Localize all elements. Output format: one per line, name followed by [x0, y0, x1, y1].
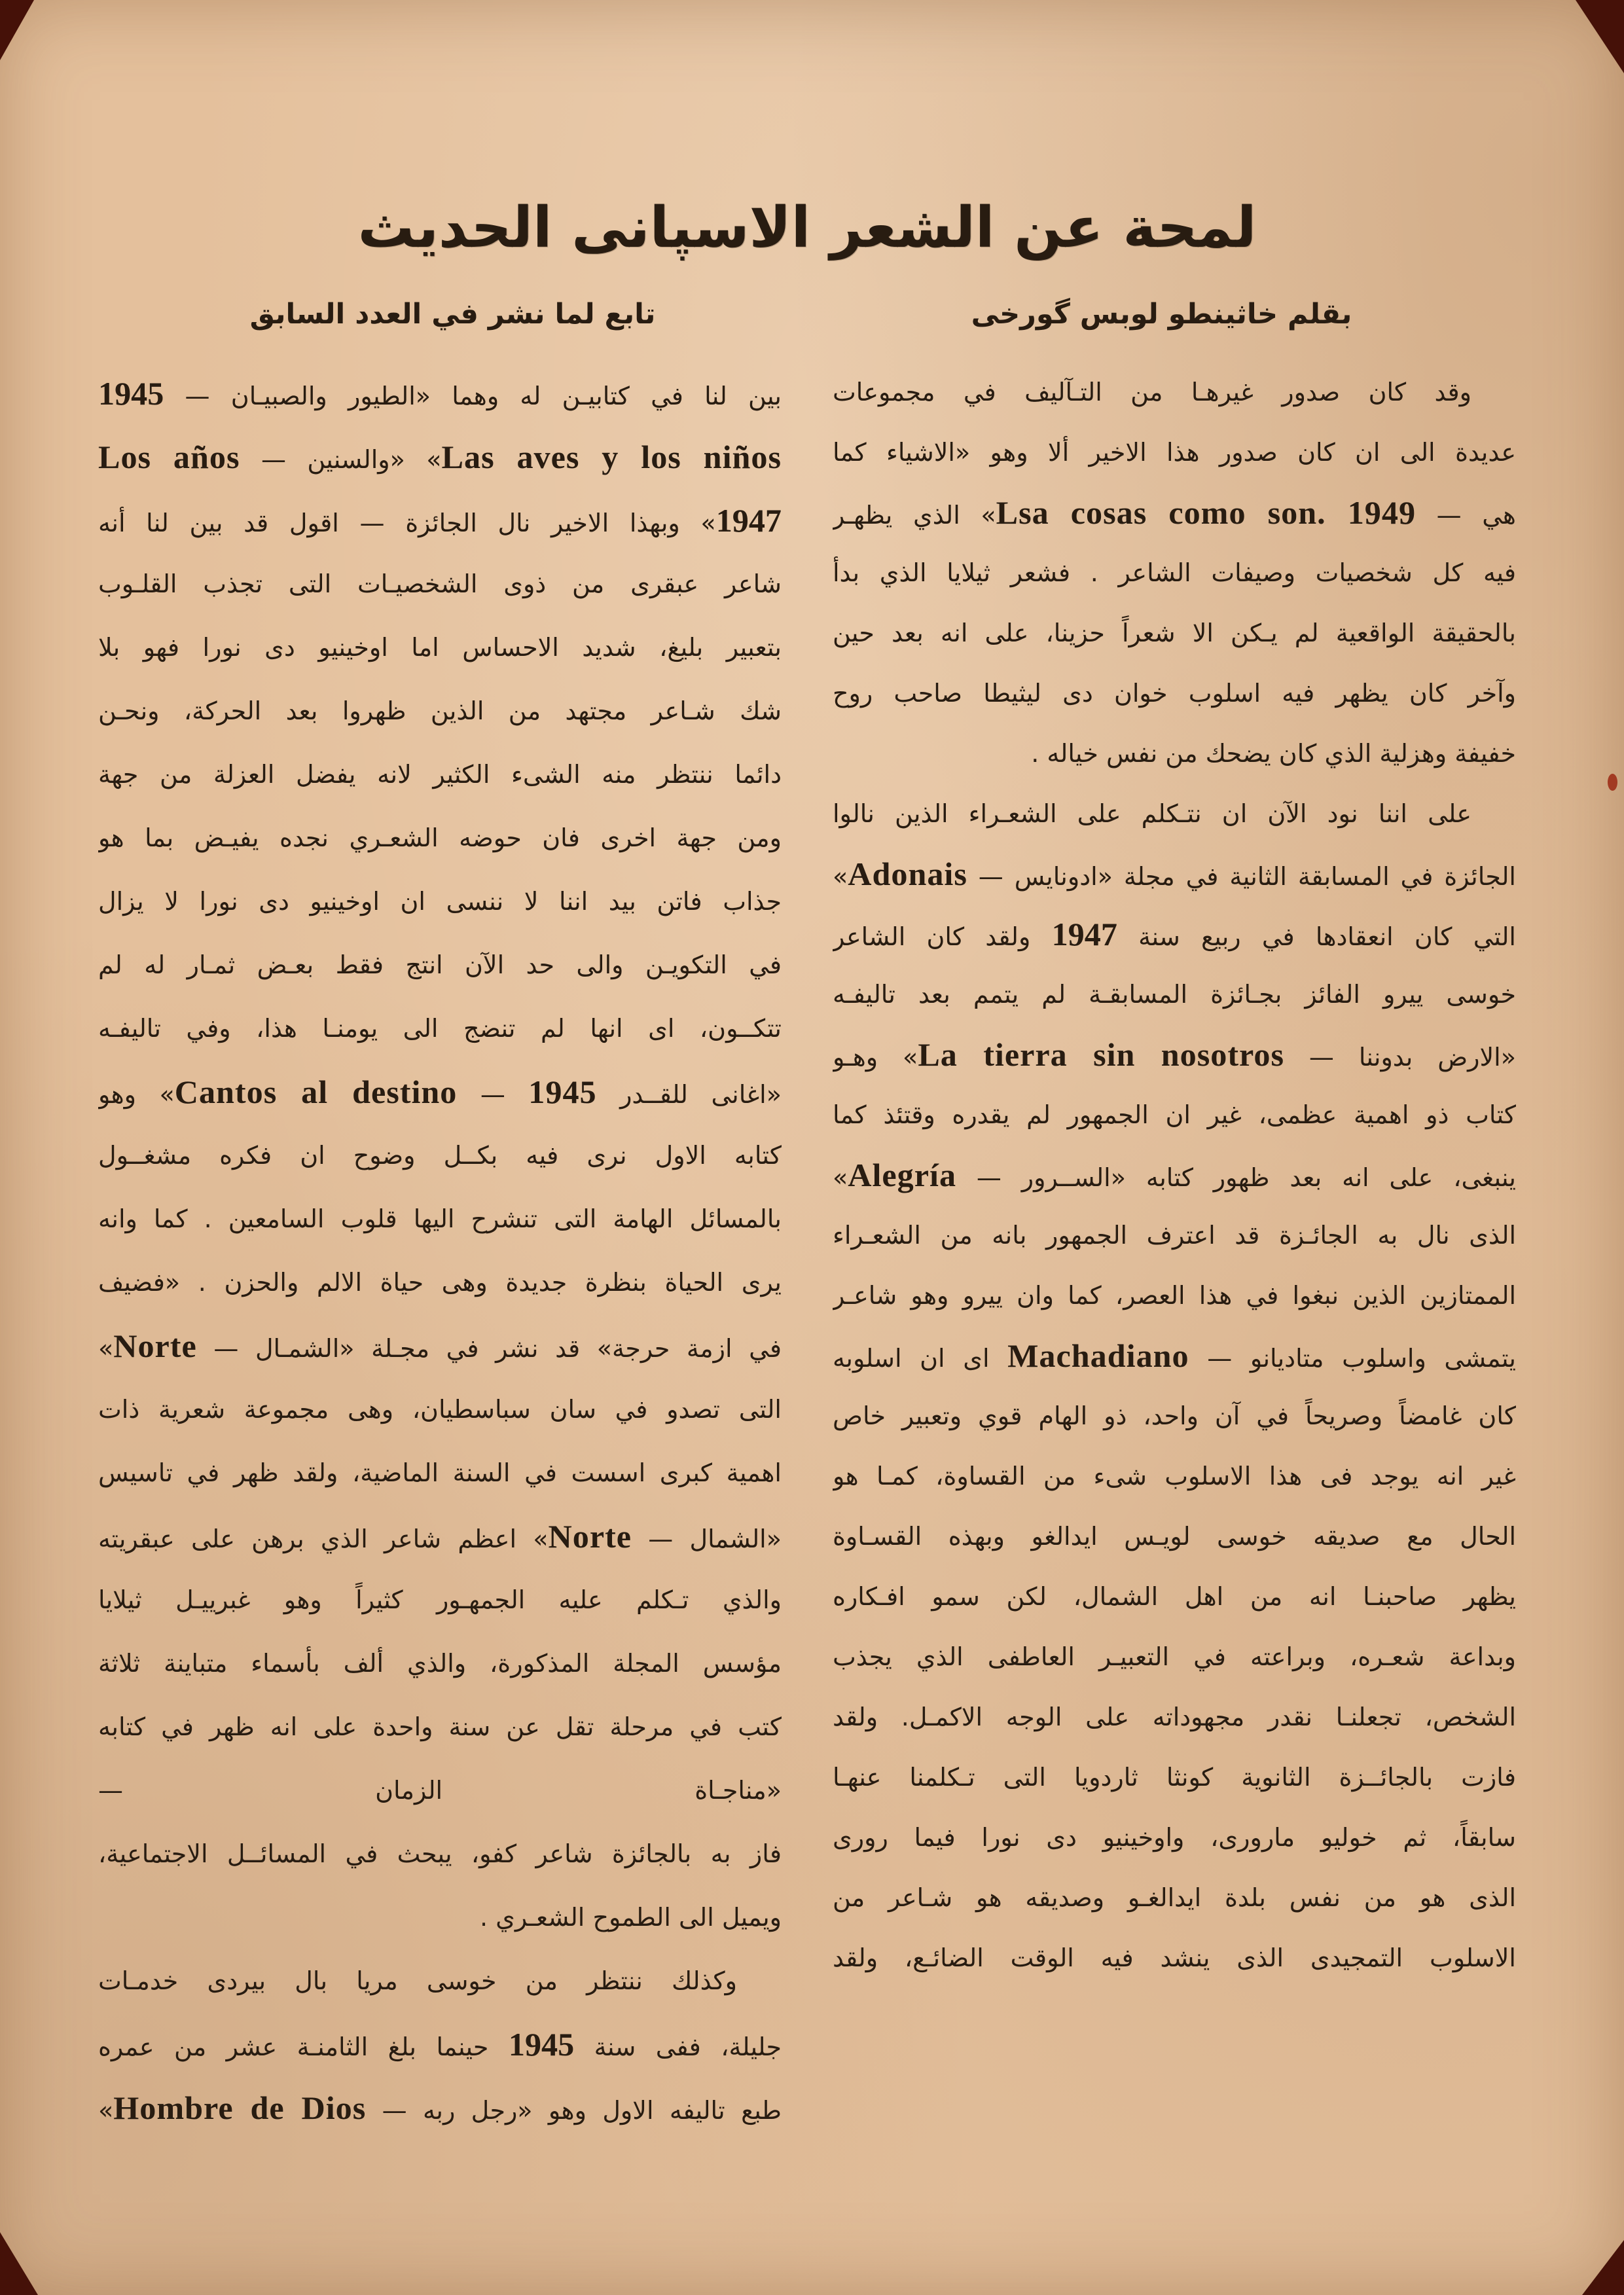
latin-book-title: 1945	[508, 2025, 575, 2063]
text-line: الشخص، تجعلنـا نقدر مجهوداته على الوجه الاكمـل. ولقد	[833, 1702, 1516, 1731]
text-line: غير انه يوجد فى هذا الاسلوب شىء من القساوة، كمـا هو	[833, 1461, 1516, 1491]
text-line: هي — Lsa cosas como son. 1949» الذي يظهـر	[833, 494, 1516, 531]
text-line: ويميل الى الطموح الشعـري .	[480, 1902, 782, 1932]
text-line: الجائزة في المسابقة الثانية في مجلة «ادونايس — Adonais»	[833, 855, 1516, 892]
text-line: في ازمة حرجة» قد نشر في مجـلة «الشمـال — Norte»	[98, 1327, 782, 1364]
text-line: جذاب فاتن بيد اننا لا ننسى ان اوخينيو دى نورا لا يزال	[98, 886, 782, 916]
text-line: جليلة، ففى سنة 1945 حينما بلغ الثامنـة عشر من عمره	[98, 2025, 782, 2063]
text-line: ينبغى، على انه بعد ظهور كتابه «الســرور — Alegría»	[833, 1156, 1516, 1193]
text-line: مؤسس المجلة المذكورة، والذي ألف بأسماء متباينة ثلاثة	[98, 1648, 782, 1678]
text-line: «مناجـاة الزمان —	[98, 1775, 782, 1805]
article-title: لمحة عن الشعر الاسپانى الحديث	[357, 195, 1257, 261]
column-left	[98, 362, 782, 2140]
text-line: يظهر صاحبنـا انه من اهل الشمال، لكن سمو افـكاره	[833, 1581, 1516, 1611]
text-line: الذى نال به الجائـزة قد اعترف الجمهور بانه من الشعـراء	[833, 1220, 1516, 1250]
text-line: وبداعة شعـره، وبراعته في التعبيـر العاطفى الذي يجذب	[833, 1642, 1516, 1671]
latin-book-title: 1947	[1051, 915, 1117, 952]
page-content	[98, 193, 1516, 2140]
red-ink-fleck	[1608, 774, 1617, 791]
text-line: التي كان انعقادها في ربيع سنة 1947 ولقد كان الشاعر	[833, 915, 1516, 952]
latin-book-title: Adonais	[848, 855, 967, 892]
text-line: كان غامضاً وصريحاً في آن واحد، ذو الهام قوي وتعبير خاص	[833, 1401, 1516, 1430]
text-line: الذى هو من نفس بلدة ايدالغـو وصديقه هو شـاعر من	[833, 1883, 1516, 1912]
text-line: الحال مع صديقه خوسى لويـس ايدالغو وبهذه القسـاوة	[833, 1521, 1516, 1551]
text-line: الاسلوب التمجيدى الذى ينشد فيه الوقت الضائـع، ولقد	[833, 1943, 1516, 1972]
text-line: بالمسائل الهامة التى تنشرح اليها قلوب السامعين . كما وانه	[98, 1204, 782, 1233]
text-line: «الشمال — Norte» اعظم شاعر الذي برهن على عبقريته	[98, 1517, 782, 1555]
byline-continuation-note: تابع لما نشر في العدد السابق	[249, 297, 656, 331]
text-line: فاز به بالجائزة شاعر كفو، يبحث في المسائــل الاجتماعية،	[98, 1839, 782, 1868]
text-line: يتمشى واسلوب متاديانو — Machadiano اى ان اسلوبه	[833, 1337, 1516, 1374]
text-line: وقد كان صدور غيرهـا من التـآليف في مجموعات	[833, 377, 1471, 407]
text-line: الممتازين الذين نبغوا في هذا العصر، كما وان ييرو وهو شاعـر	[833, 1280, 1516, 1310]
latin-book-title: Los años	[98, 438, 240, 475]
scan-corner-mark	[1582, 2240, 1624, 2295]
latin-book-title: Hombre de Dios	[113, 2089, 367, 2126]
text-line: عديدة الى ان كان صدور هذا الاخير ألا وهو «الاشياء كما	[833, 437, 1516, 467]
scan-corner-mark	[1576, 0, 1624, 73]
text-line: ومن جهة اخرى فان حوضه الشعـري نجده يفيـض بما هو	[98, 823, 782, 852]
byline-row	[98, 298, 1516, 331]
text-line: فيه كل شخصيات وصيفات الشاعر . فشعر ثيلايا الذي بدأ	[833, 558, 1516, 587]
text-line: التى تصدو في سان سباسطيان، وهى مجموعة شعرية ذات	[98, 1394, 782, 1424]
latin-book-title: Machadiano	[1007, 1337, 1189, 1374]
text-line: «الارض بدوننا — La tierra sin nosotros» وهـو	[833, 1036, 1516, 1073]
scan-corner-mark	[0, 2232, 38, 2295]
text-line: شك شـاعر مجتهد من الذين ظهروا بعد الحركة، ونحـن	[98, 696, 782, 725]
text-columns	[98, 362, 1516, 2140]
text-line: شاعر عبقرى من ذوى الشخصيـات التى تجذب القلـوب	[98, 569, 782, 598]
latin-book-title: La tierra sin nosotros	[918, 1036, 1285, 1073]
text-line: والذي تـكلم عليه الجمهـور كثيراً وهو غبرييـل ثيلايا	[98, 1585, 782, 1614]
column-right	[833, 362, 1516, 2140]
text-line: خفيفة وهزلية الذي كان يضحك من نفس خياله .	[1031, 738, 1516, 768]
text-line: وآخر كان يظهر فيه اسلوب خوان دى ليثيطا صاحب روح	[833, 678, 1516, 708]
text-line: دائما ننتظر منه الشىء الكثير لانه يفضل العزلة من جهة	[98, 759, 782, 789]
text-line: طبع تاليفه الاول وهو «رجل ربه — Hombre de Dios»	[98, 2089, 782, 2126]
text-line: 1947» وبهذا الاخير نال الجائزة — اقول قد بين لنا أنه	[98, 501, 782, 539]
text-line: كتاب ذو اهمية عظمى، غير ان الجمهور لم يقدره وقتئذ كما	[833, 1100, 1516, 1129]
text-line: Las aves y los niños» «والسنين — Los años	[98, 438, 782, 475]
text-line: سابقاً، ثم خوليو مارورى، واوخينيو دى نورا فيما رورى	[833, 1822, 1516, 1852]
text-line: كتب في مرحلة تقل عن سنة واحدة على انه ظهر في كتابه	[98, 1712, 782, 1741]
latin-book-title: Norte	[548, 1517, 632, 1555]
latin-book-title: 1945	[528, 1073, 597, 1110]
text-line: بين لنا في كتابيـن له وهما «الطيور والصبيـان — 1945	[98, 374, 782, 412]
text-line: وكذلك ننتظر من خوسى مريا بال بيردى خدمـات	[98, 1966, 737, 1995]
text-line: بتعبير بليغ، شديد الاحساس اما اوخينيو دى نورا فهو بلا	[98, 632, 782, 662]
latin-book-title: Norte	[113, 1327, 197, 1364]
latin-book-title: Alegría	[848, 1156, 957, 1193]
latin-book-title: Las aves y los niños	[441, 438, 782, 475]
latin-book-title: 1947	[715, 501, 782, 539]
text-line: في التكويـن والى حد الآن انتج فقط بعـض ثمـار له لم	[98, 950, 782, 979]
text-line: على اننا نود الآن ان نتـكلم على الشعـراء الذين نالوا	[833, 799, 1471, 828]
latin-book-title: 1945	[98, 374, 164, 412]
text-line: تتكــون، اى انها لم تنضج الى يومنـا هذا، وفي تاليفـه	[98, 1013, 782, 1043]
text-line: «اغانى للقــدر Cantos al destino — 1945» وهو	[98, 1073, 782, 1110]
latin-book-title: Cantos al destino	[174, 1073, 458, 1110]
text-line: اهمية كبرى اسست في السنة الماضية، ولقد ظهر في تاسيس	[98, 1458, 782, 1487]
text-line: خوسى ييرو الفائز بجـائزة المسابقـة لم يتمم بعد تاليفـه	[833, 979, 1516, 1009]
scan-corner-mark	[0, 0, 34, 60]
latin-book-title: Lsa cosas como son. 1949	[996, 494, 1416, 531]
text-line: كتابه الاول نرى فيه بكــل وضوح ان فكره مشغــول	[98, 1140, 782, 1170]
text-line: يرى الحياة بنظرة جديدة وهى حياة الالم والحزن . «فضيف	[98, 1267, 782, 1297]
text-line: فازت بالجائــزة الثانوية كونثا ثاردويا التى تـكلمنا عنهـا	[833, 1762, 1516, 1792]
byline-author: بقلم خاثينطو لوبس گورخى	[971, 297, 1352, 331]
text-line: بالحقيقة الواقعية لم يـكن الا شعراً حزينا، على انه بعد حين	[833, 618, 1516, 647]
